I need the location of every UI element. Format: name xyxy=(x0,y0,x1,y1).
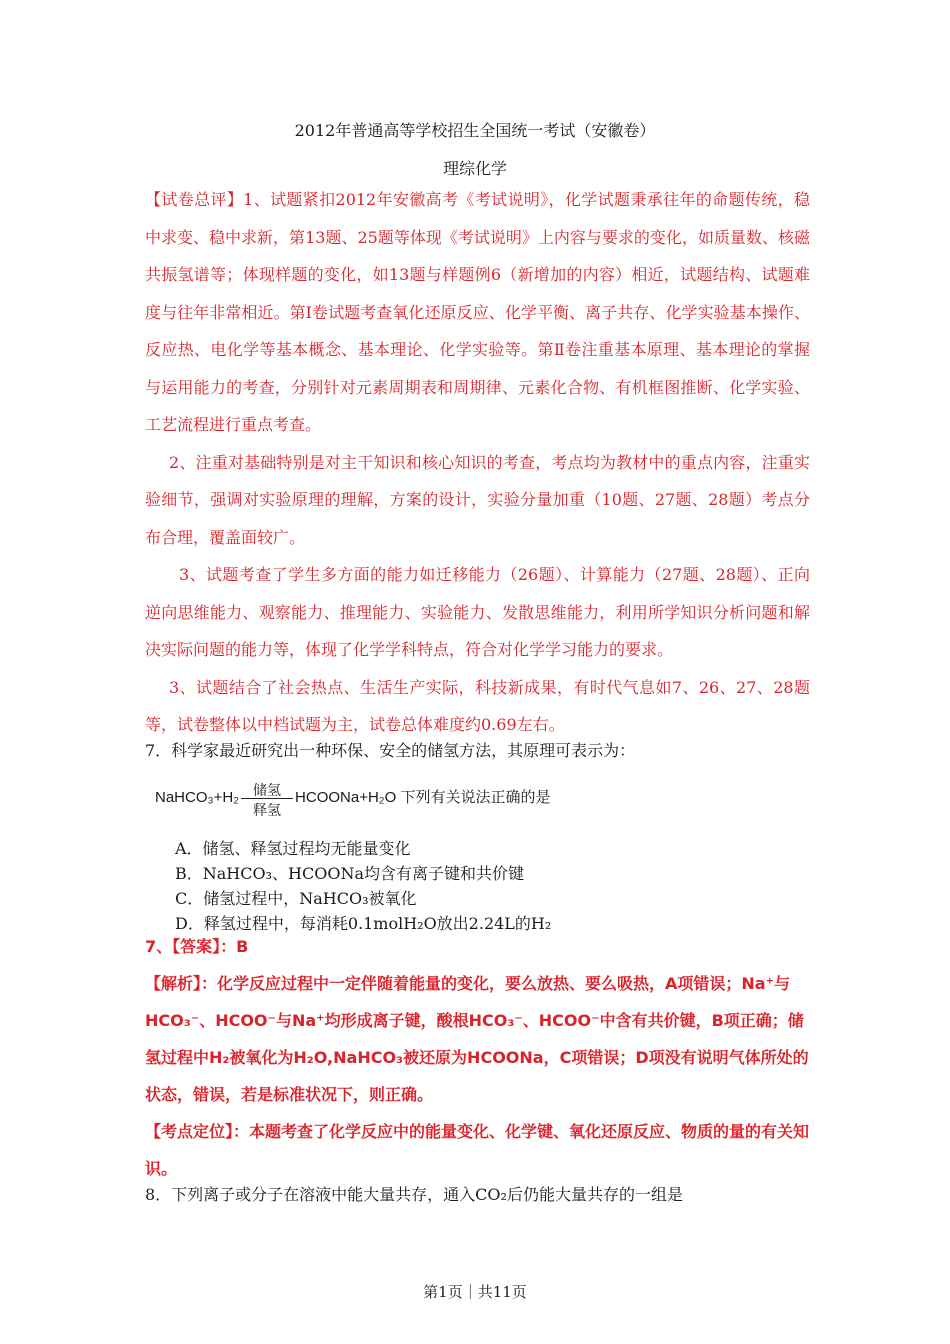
arrow-label-forward: 储氢 xyxy=(253,783,282,799)
equation-products: HCOONa+H₂O xyxy=(295,788,397,806)
answer-block xyxy=(145,928,810,1187)
analysis-text: 【解析】：化学反应过程中一定伴随着能量的变化，要么放热、要么吸热，A项错误；Na⁺与HCO₃⁻、HCOO⁻与Na⁺均形成离子键，酸根HCO₃⁻、HCOO⁻中含有共价键，B项正确；储氢过程中H₂被氧化为H₂O,NaHCO₃被还原为HCOONa，C项错误；D项没有说明气体所处的状态，错误，若是标准状况下，则正确。 xyxy=(145,974,809,1104)
reaction-equation xyxy=(155,782,551,819)
knowledge-point: 【考点定位】：本题考查了化学反应中的能量变化、化学键、氧化还原反应、物质的量的有关知识。 xyxy=(145,1122,810,1178)
arrow-label-reverse: 释氢 xyxy=(253,803,282,819)
arrow-line xyxy=(241,798,293,799)
equation-reactants: NaHCO₃+H₂ xyxy=(155,788,240,806)
option-a: A．储氢、释氢过程均无能量变化 xyxy=(175,839,411,858)
equation-tail: 下列有关说法正确的是 xyxy=(400,787,551,806)
document-title: 2012年普通高等学校招生全国统一考试（安徽卷） xyxy=(294,121,656,140)
option-d: D．释氢过程中，每消耗0.1molH₂O放出2.24L的H₂ xyxy=(175,914,552,933)
answer-line: 7、【答案】：B xyxy=(145,937,249,956)
summary-paragraph-2: 2、注重对基础特别是对主干知识和核心知识的考查，考点均为教材中的重点内容，注重实验细节，强调对实验原理的理解，方案的设计，实验分量加重（10题、27题、28题）考点分布合理，覆盖面较广。 xyxy=(145,452,810,547)
review-summary xyxy=(145,181,810,744)
option-b: B．NaHCO₃、HCOONa均含有离子键和共价键 xyxy=(175,864,524,883)
reversible-arrow xyxy=(241,782,293,819)
page-footer: 第1页｜共11页 xyxy=(423,1283,527,1301)
document-subtitle: 理综化学 xyxy=(442,159,507,178)
summary-paragraph-4: 3、试题结合了社会热点、生活生产实际，科技新成果，有时代气息如7、26、27、28题等，试卷整体以中档试题为主，试卷总体难度约0.69左右。 xyxy=(145,677,810,734)
summary-paragraph-1: 【试卷总评】1、试题紧扣2012年安徽高考《考试说明》，化学试题秉承往年的命题传统，稳中求变、稳中求新，第13题、25题等体现《考试说明》上内容与要求的变化，如质量数、核磁共振氢谱等；体现样题的变化，如13题与样题例6（新增加的内容）相近，试题结构、试题难度与往年非常相近。第Ⅰ卷试题考查氧化还原反应、化学平衡、离子共存、化学实验基本操作、反应热、电化学等基本概念、基本理论、化学实验等。第Ⅱ卷注重基本原理、基本理论的掌握与运用能力的考查，分别针对元素周期表和周期律、元素化合物、有机框图推断、化学实验、工艺流程进行重点考查。 xyxy=(145,190,810,434)
question-8-stem: 8．下列离子或分子在溶液中能大量共存，通入CO₂后仍能大量共存的一组是 xyxy=(145,1185,683,1204)
question-7-stem: 7．科学家最近研究出一种环保、安全的储氢方法，其原理可表示为： xyxy=(145,741,636,760)
summary-paragraph-3: 3、试题考查了学生多方面的能力如迁移能力（26题）、计算能力（27题、28题）、正向逆向思维能力、观察能力、推理能力、实验能力、发散思维能力，利用所学知识分析问题和解决实际问题的能力等，体现了化学学科特点，符合对化学学习能力的要求。 xyxy=(145,565,810,659)
option-c: C．储氢过程中，NaHCO₃被氧化 xyxy=(175,889,417,908)
